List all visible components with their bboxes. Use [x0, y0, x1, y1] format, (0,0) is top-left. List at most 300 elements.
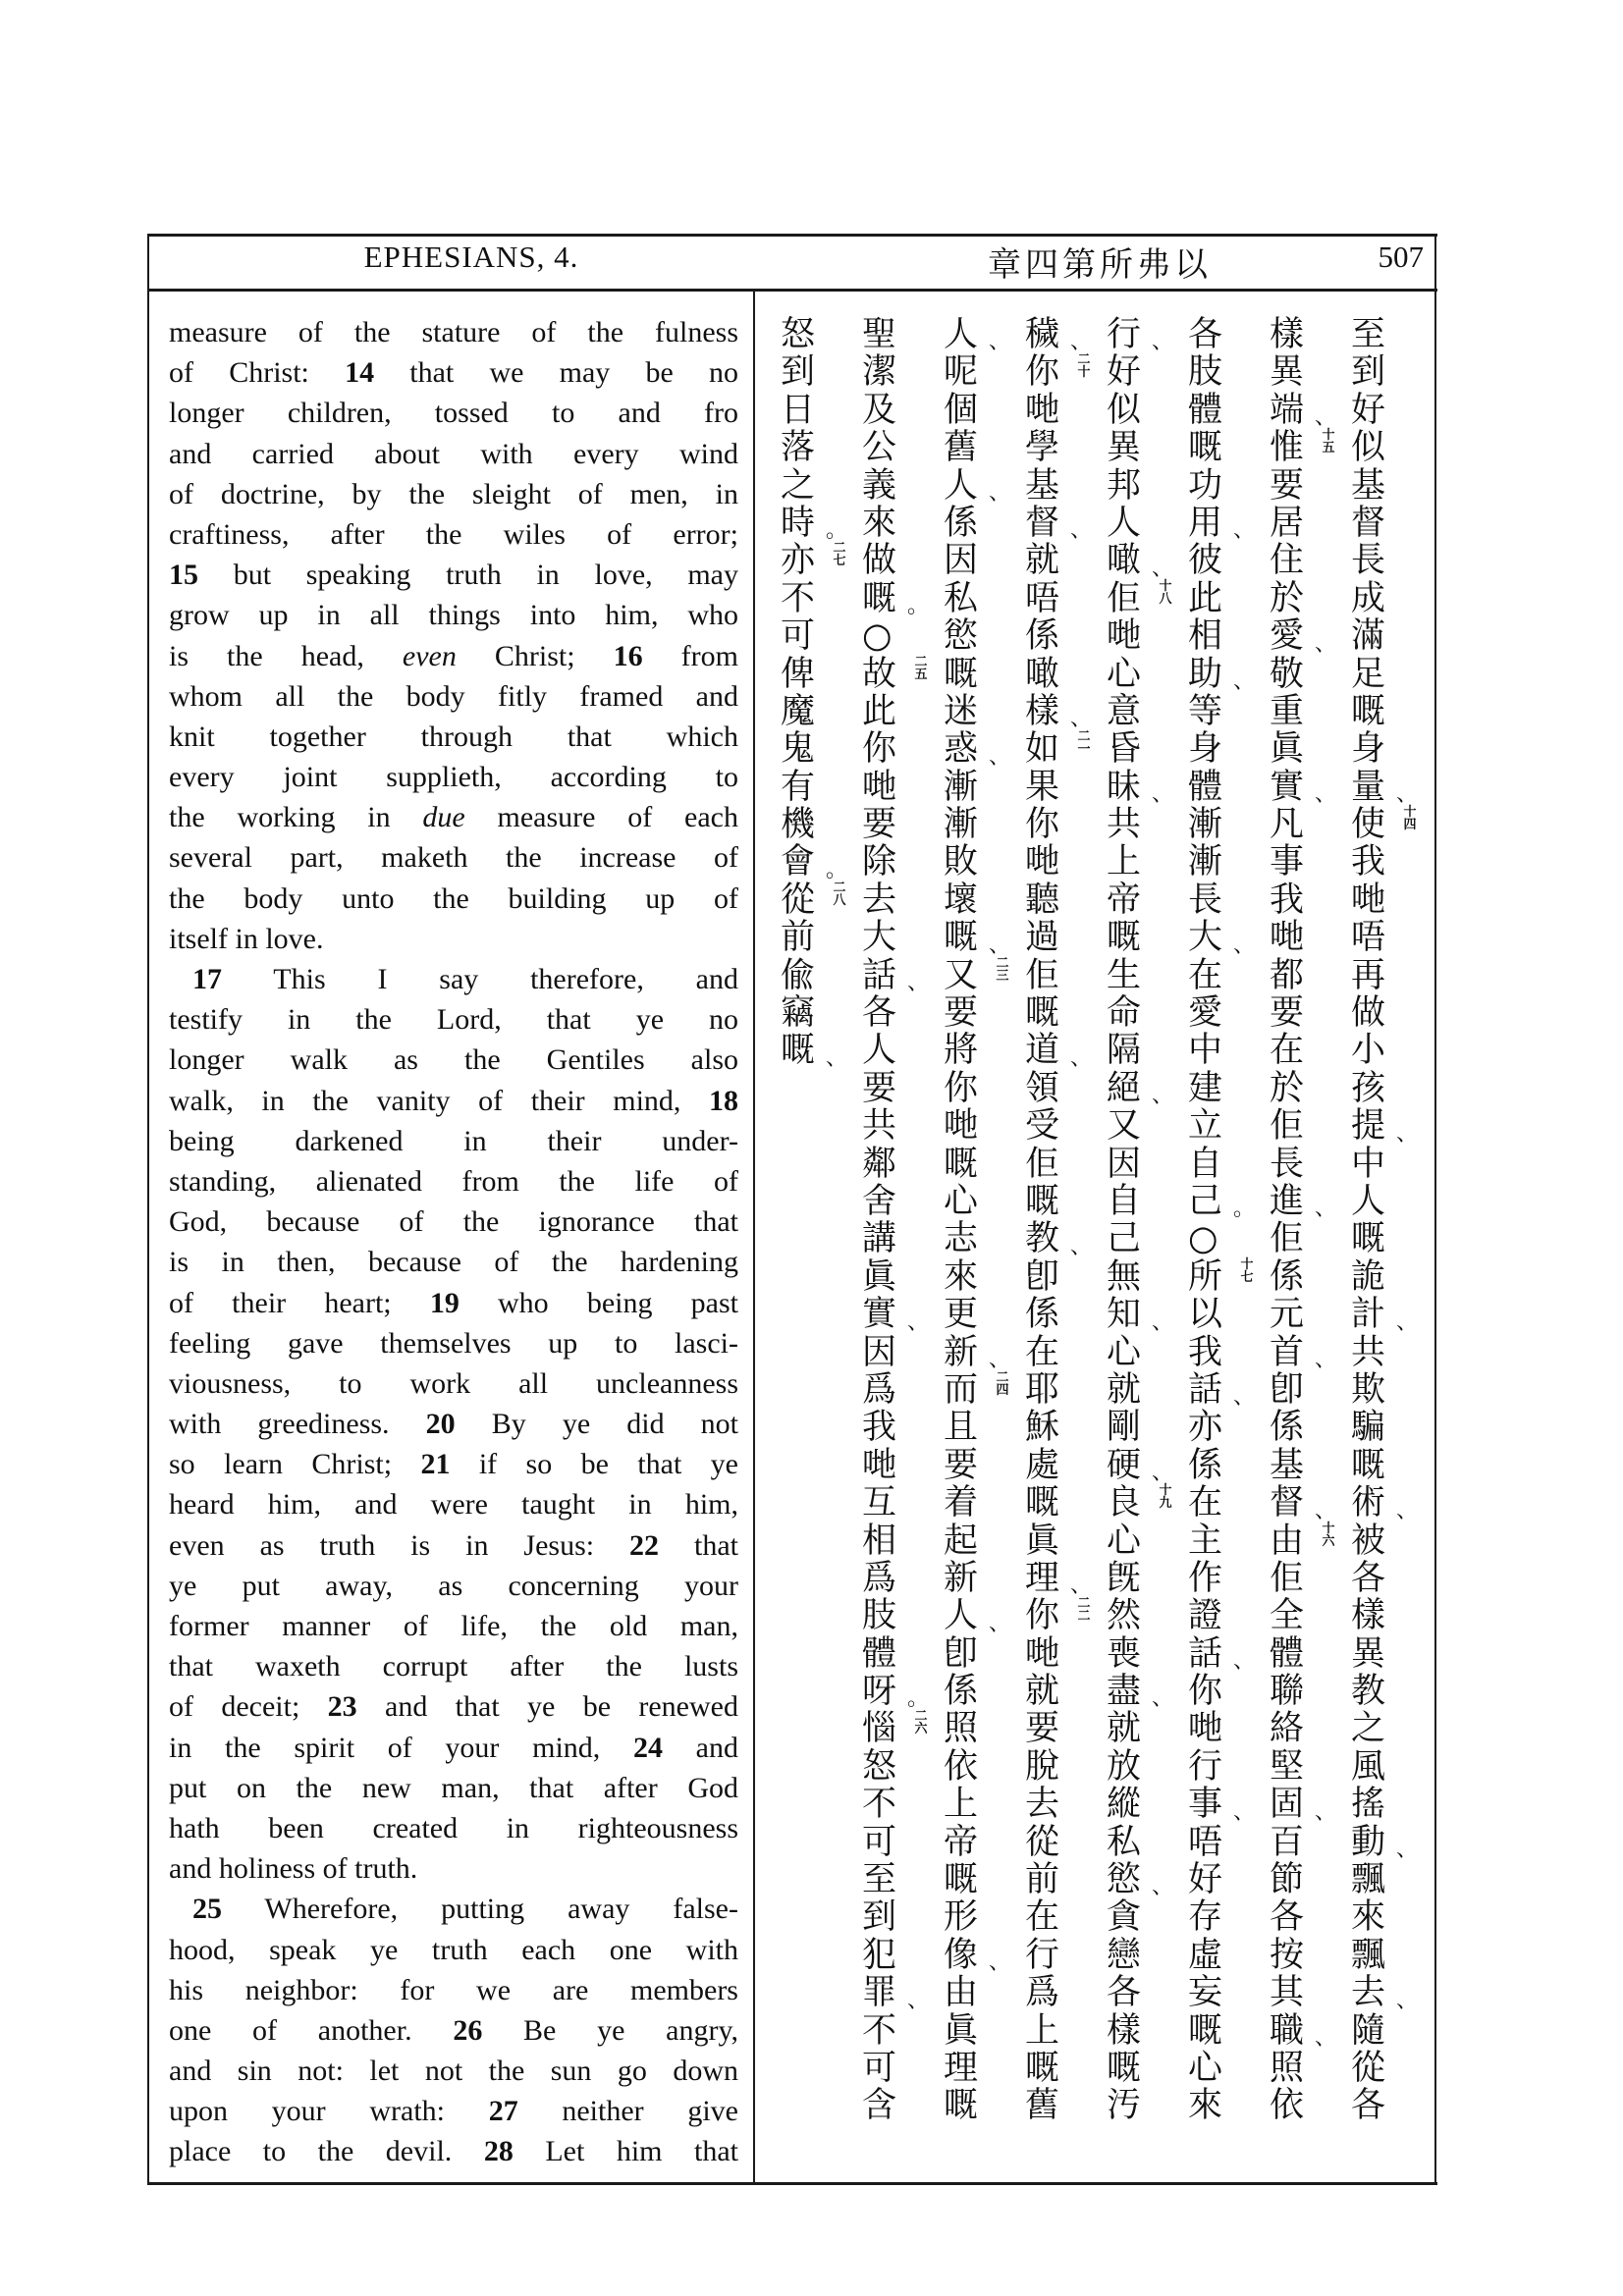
chinese-character: 犯 — [862, 1935, 897, 1975]
chinese-character: 邦 — [1107, 465, 1142, 506]
chinese-character: 我 — [862, 1408, 897, 1448]
text-line — [169, 1201, 738, 1242]
verse-number: 28 — [483, 2135, 514, 2168]
text-run: of deceit; — [169, 1690, 328, 1724]
text-run: the working in — [169, 801, 423, 834]
text-run: his neighbor: for we are members — [169, 1973, 738, 2006]
chinese-character: 從 二八 — [781, 880, 846, 920]
text-run: that we may be no — [374, 356, 738, 390]
text-line — [169, 474, 738, 514]
chinese-character: 有 — [781, 767, 816, 807]
chinese-character: 存 — [1188, 1897, 1223, 1938]
chinese-character: 於 — [1270, 1068, 1305, 1108]
chinese-character: 講 — [862, 1219, 897, 1259]
chinese-character: 基 — [1025, 465, 1060, 506]
chinese-character: 被 — [1351, 1521, 1386, 1561]
text-line — [169, 1081, 738, 1121]
chinese-character: 慾 、 — [1107, 1860, 1174, 1900]
verse-number: 20 — [425, 1408, 456, 1441]
chinese-character: 穢 、 — [1025, 315, 1093, 355]
chinese-character: 硬 、 — [1107, 1445, 1174, 1486]
chinese-character: 漸 — [944, 767, 979, 807]
chinese-character: 體 — [1270, 1633, 1305, 1674]
chinese-character: 所 十七 — [1188, 1256, 1254, 1297]
text-run: ye put away, as concerning your — [169, 1569, 738, 1602]
chinese-character: 孩 — [1351, 1068, 1386, 1108]
chinese-character: 隔 — [1107, 1031, 1142, 1071]
chinese-character: 作 — [1188, 1558, 1223, 1598]
chinese-character: 私 — [944, 578, 979, 618]
chinese-character: 新 、 — [944, 1332, 1011, 1372]
chinese-character: 嘅 — [1025, 1181, 1060, 1221]
chinese-character: 從 — [1025, 1822, 1060, 1862]
chinese-character: 長 — [1188, 880, 1223, 920]
chinese-character: 眞 — [862, 1256, 897, 1297]
chinese-character: 教 、 — [1025, 1219, 1093, 1259]
chinese-character: 哋 — [1107, 616, 1142, 657]
chinese-character: 足 — [1351, 654, 1386, 694]
verse-number: 17 — [192, 963, 222, 995]
verse-number: 十五 — [1322, 428, 1335, 456]
punctuation-mark: 、 — [1233, 933, 1256, 958]
text-run: testify in the Lord, that ye no — [169, 1003, 738, 1037]
punctuation-mark: 、 — [1152, 1875, 1174, 1900]
text-line — [169, 837, 738, 878]
text-line — [169, 434, 738, 474]
text-run: whom all the body fitly framed and — [169, 679, 738, 713]
text-line — [169, 999, 738, 1040]
chinese-character: 心 — [1107, 1521, 1142, 1561]
text-run: measure of the stature of the fulness — [169, 316, 738, 348]
chinese-character: 使 十四 — [1351, 805, 1417, 845]
text-line — [169, 1161, 738, 1201]
running-head-english: EPHESIANS, 4. — [363, 240, 579, 274]
punctuation-mark: 、 — [989, 1347, 1011, 1372]
punctuation-mark: 、 — [1233, 1799, 1256, 1825]
chinese-character: 飄 — [1351, 1935, 1386, 1975]
chinese-character: 至 — [862, 1860, 897, 1900]
text-run: who being past — [459, 1286, 738, 1319]
chinese-character: 各 — [862, 993, 897, 1034]
chinese-character: 在 — [1188, 955, 1223, 995]
text-run: longer children, tossed to and fro — [169, 397, 738, 430]
chinese-character: 嘅 — [944, 1144, 979, 1184]
text-line — [169, 1404, 738, 1444]
chinese-character: 及 — [862, 390, 897, 430]
chinese-column — [850, 316, 932, 2125]
text-run: with greediness. — [169, 1408, 426, 1441]
chinese-character: 不 — [862, 1785, 897, 1825]
chinese-character: 相 — [1188, 616, 1223, 657]
chinese-character: 你 二二 — [1025, 1596, 1091, 1636]
chinese-character: 漸 — [944, 805, 979, 845]
chinese-character: 功 — [1188, 465, 1223, 506]
chinese-column — [1339, 316, 1421, 2125]
text-line — [169, 919, 738, 959]
chinese-character: 督 、 — [1025, 503, 1093, 544]
chinese-character: 再 — [1351, 955, 1386, 995]
chinese-character: 因 — [944, 541, 979, 581]
chinese-column — [1258, 316, 1339, 2125]
chinese-character: 佢 — [1270, 1219, 1305, 1259]
chinese-character: 量 、 — [1351, 767, 1419, 808]
text-run: Be ye angry, — [482, 2013, 738, 2047]
chinese-character: 嘅 — [1025, 1483, 1060, 1523]
chinese-character: 在 — [1270, 1031, 1305, 1071]
chinese-character: 似 — [1107, 390, 1142, 430]
chinese-character: 爲 — [862, 1558, 897, 1598]
chinese-character: 行 — [1025, 1935, 1060, 1975]
text-run: Wherefore, putting away false- — [222, 1893, 738, 1926]
chinese-character: 生 — [1107, 955, 1142, 995]
chinese-character: 嘅 — [1025, 2048, 1060, 2088]
text-run: but speaking truth in love, may — [198, 559, 738, 592]
punctuation-mark: 、 — [1396, 1988, 1419, 2013]
punctuation-mark: 、 — [1315, 1498, 1337, 1523]
chinese-character: 惟 十五 — [1270, 428, 1335, 468]
chinese-character: 像 、 — [944, 1935, 1011, 1976]
text-line — [169, 1040, 738, 1080]
text-run: that waxeth corrupt after the lusts — [169, 1650, 738, 1683]
chinese-character: 絡 — [1270, 1709, 1305, 1749]
chinese-character: 你 — [862, 729, 897, 770]
text-line — [169, 1484, 738, 1524]
chinese-character: 隨 — [1351, 2010, 1386, 2051]
chinese-character: 惱 二六 — [862, 1709, 928, 1749]
chinese-character: 話 、 — [862, 955, 930, 996]
chinese-character: 好 — [1188, 1860, 1223, 1900]
chinese-character: 做 — [862, 541, 897, 581]
chinese-character: 新 — [944, 1558, 979, 1598]
text-run: place to the devil. — [169, 2135, 484, 2168]
chinese-character: 要 — [1025, 1709, 1060, 1749]
chinese-character: 怒 — [862, 1746, 897, 1787]
chinese-character: 形 — [944, 1897, 979, 1938]
chinese-character: 喪 — [1107, 1633, 1142, 1674]
chinese-character: 異 — [1351, 1633, 1386, 1674]
chinese-character: 義 — [862, 465, 897, 506]
text-run: viousness, to work all uncleanness — [169, 1366, 738, 1400]
text-run: if so be that ye — [450, 1448, 738, 1481]
chinese-character: 知 、 — [1107, 1295, 1174, 1335]
chinese-character: 小 — [1351, 1031, 1386, 1071]
chinese-character: 依 — [1270, 2086, 1305, 2126]
chinese-character: 心 — [944, 1181, 979, 1221]
chinese-character: 你 — [1025, 805, 1060, 845]
chinese-character: 聽 — [1025, 880, 1060, 920]
chinese-character: 潔 — [862, 352, 897, 393]
chinese-column — [769, 316, 850, 1070]
italic-word: due — [422, 801, 465, 834]
chinese-character: 去 — [862, 880, 897, 920]
chinese-character: 風 — [1351, 1746, 1386, 1787]
chinese-character: 卽 — [944, 1633, 979, 1674]
chinese-character: 理 — [944, 2048, 979, 2088]
chinese-character: 眞 — [1270, 729, 1305, 770]
verse-number: 二七 — [833, 541, 846, 569]
text-run: even as truth is in Jesus: — [169, 1528, 630, 1562]
chinese-character: 要 — [862, 805, 897, 845]
chinese-character: 就 — [1107, 1369, 1142, 1410]
chinese-character: 哋 — [1188, 1709, 1223, 1749]
chinese-character: 身 — [1351, 729, 1386, 770]
text-line — [169, 595, 738, 635]
text-run: one of another. — [169, 2013, 454, 2047]
text-line — [169, 1686, 738, 1727]
verse-number: 十八 — [1159, 578, 1172, 607]
chinese-character: 故 二五 — [862, 654, 928, 694]
chinese-character: 係 — [1270, 1256, 1305, 1297]
chinese-character: 肢 — [862, 1596, 897, 1636]
chinese-character: 佢 — [1025, 1144, 1060, 1184]
frame-right-rule — [1434, 234, 1436, 2185]
italic-word: even — [402, 639, 457, 672]
chinese-character: 心 — [1188, 2048, 1223, 2088]
text-line — [169, 879, 738, 919]
text-line — [169, 1646, 738, 1686]
punctuation-mark: 、 — [989, 933, 1011, 958]
verse-number: 21 — [420, 1448, 451, 1481]
chinese-character: 係 — [1025, 1295, 1060, 1335]
chinese-character: 來 — [1188, 2086, 1223, 2126]
chinese-character: 之 — [781, 465, 816, 506]
chinese-character: 佢 — [1025, 955, 1060, 995]
verse-number: 二五 — [914, 654, 928, 682]
text-run: Let him that — [513, 2135, 738, 2168]
punctuation-mark: 、 — [989, 330, 1011, 355]
chinese-character: 我 — [1270, 880, 1305, 920]
punctuation-mark: 、 — [1233, 668, 1256, 694]
text-line — [169, 1283, 738, 1323]
text-run: is the head, — [169, 639, 403, 672]
text-line — [169, 2010, 738, 2051]
chinese-character: 如 二一 — [1025, 729, 1091, 770]
verse-number: 14 — [345, 356, 375, 390]
chinese-character: 然 — [1107, 1596, 1142, 1636]
text-run: standing, alienated from the life of — [169, 1164, 738, 1198]
chinese-character: 共 — [1351, 1332, 1386, 1372]
text-run: from — [642, 639, 738, 672]
verse-number: 19 — [429, 1286, 460, 1319]
chinese-character: 進 、 — [1270, 1181, 1337, 1222]
punctuation-mark: 、 — [1070, 518, 1093, 544]
punctuation-mark: 、 — [1152, 1309, 1174, 1335]
chinese-character: 係 — [1025, 616, 1060, 657]
text-run: of Christ: — [169, 356, 346, 390]
chinese-character: 貪 — [1107, 1897, 1142, 1938]
chinese-character: 各 — [1270, 1897, 1305, 1938]
chinese-character: 果 — [1025, 767, 1060, 807]
chinese-character: 惑 、 — [944, 729, 1011, 770]
chinese-character: 嘅 。 — [862, 578, 930, 619]
chinese-character: 此 — [862, 691, 897, 731]
chinese-character: 督 — [1351, 503, 1386, 543]
punctuation-mark: 、 — [1396, 1309, 1419, 1335]
chinese-character: 體 — [862, 1633, 897, 1674]
verse-number: 二八 — [833, 880, 846, 908]
punctuation-mark: 、 — [1233, 1385, 1256, 1411]
chinese-character: 鄰 — [862, 1144, 897, 1184]
chinese-character: 嘅 — [1351, 691, 1386, 731]
chinese-character: 基 — [1351, 465, 1386, 506]
chinese-character: 哋 — [1351, 880, 1386, 920]
chinese-character: 剛 — [1107, 1408, 1142, 1448]
text-line — [169, 1808, 738, 1848]
text-run: Christ; — [456, 639, 614, 672]
text-run: grow up in all things into him, who — [169, 599, 738, 632]
text-run: that — [659, 1528, 738, 1562]
chinese-character: 壞 — [944, 880, 979, 920]
chinese-character: 良 十九 — [1107, 1483, 1172, 1523]
chinese-character: 行 — [1188, 1746, 1223, 1787]
chinese-character: 又 — [1107, 1106, 1142, 1147]
chinese-character: 由 — [944, 1973, 979, 2013]
verse-number: 25 — [192, 1893, 222, 1926]
chinese-character: 上 — [1025, 2010, 1060, 2051]
text-run: By ye did not — [455, 1408, 738, 1441]
chinese-column — [932, 316, 1013, 2125]
chinese-column — [1095, 316, 1176, 2125]
verse-number: 27 — [488, 2095, 518, 2128]
chinese-character: 放 — [1107, 1746, 1142, 1787]
text-run: hath been created in righteousness — [169, 1811, 738, 1844]
chinese-character: 魔 — [781, 691, 816, 731]
chinese-character: 來 — [944, 1256, 979, 1297]
chinese-character: 自 — [1107, 1181, 1142, 1221]
chinese-character: 又 二三 — [944, 955, 1009, 995]
chinese-character: 人 、 — [944, 465, 1011, 506]
text-run: craftiness, after the wiles of error; — [169, 517, 738, 551]
chinese-character: 佢 十八 — [1107, 578, 1172, 618]
chinese-character: 因 — [1107, 1144, 1142, 1184]
verse-number: 二三 — [996, 955, 1009, 984]
chinese-character: 哋 — [1025, 390, 1060, 430]
chinese-character: 長 — [1351, 541, 1386, 581]
text-line — [169, 636, 738, 676]
chinese-character: 虛 — [1188, 1935, 1223, 1975]
text-line — [169, 352, 738, 393]
chinese-character: 心 — [1107, 654, 1142, 694]
chinese-character: 提 、 — [1351, 1106, 1419, 1147]
chinese-character: 照 — [944, 1709, 979, 1749]
chinese-character: 立 — [1188, 1106, 1223, 1147]
chinese-character: 要 — [862, 1068, 897, 1108]
chinese-character: 脫 — [1025, 1746, 1060, 1787]
chinese-character: 除 — [862, 842, 897, 882]
chinese-character: 上 — [1107, 842, 1142, 882]
chinese-character: 鬼 — [781, 729, 816, 770]
punctuation-mark: 、 — [1233, 1649, 1256, 1675]
chinese-character: 證 — [1188, 1596, 1223, 1636]
chinese-character: 按 — [1270, 1935, 1305, 1975]
text-run: and sin not: let not the sun go down — [169, 2055, 738, 2088]
chinese-character: 話 、 — [1188, 1369, 1256, 1411]
page-number: 507 — [1378, 240, 1424, 274]
chinese-character: 前 — [781, 918, 816, 958]
chinese-character: 且 — [944, 1408, 979, 1448]
chinese-character: 體 — [1188, 767, 1223, 807]
chinese-character: 可 — [781, 616, 816, 657]
chinese-character: 嘅 — [944, 1860, 979, 1900]
text-run: God, because of the ignorance that — [169, 1205, 738, 1239]
verse-number: 十七 — [1240, 1256, 1254, 1285]
chinese-character: 以 — [1188, 1295, 1223, 1335]
chinese-character: 聯 — [1270, 1672, 1305, 1712]
chinese-character: 都 — [1270, 955, 1305, 995]
punctuation-mark: 、 — [1152, 556, 1174, 581]
chinese-character: 相 — [862, 1521, 897, 1561]
chinese-character: 眞 — [1025, 1521, 1060, 1561]
text-line — [169, 1848, 738, 1889]
text-run: put on the new man, that after God — [169, 1771, 738, 1804]
chinese-character: 就 — [1025, 1672, 1060, 1712]
chinese-character: 首 、 — [1270, 1332, 1337, 1372]
punctuation-mark: 、 — [1152, 330, 1174, 355]
chinese-character: 彼 — [1188, 541, 1223, 581]
chinese-character: 學 — [1025, 428, 1060, 468]
chinese-character: 去 、 — [1351, 1973, 1419, 2013]
punctuation-mark: 。 — [826, 518, 848, 544]
chinese-character: 偸 — [781, 955, 816, 995]
frame-bottom-rule — [147, 2182, 1437, 2185]
chinese-character: 更 — [944, 1295, 979, 1335]
verse-number: 16 — [613, 639, 643, 672]
punctuation-mark: 、 — [1315, 631, 1337, 657]
chinese-character: 騙 — [1351, 1408, 1386, 1448]
chinese-character: 中 — [1351, 1144, 1386, 1184]
running-head-chinese: 章四第所弗以 — [988, 245, 1212, 285]
chinese-character: 樣 、 — [1025, 691, 1093, 732]
chinese-character: 而 二四 — [944, 1369, 1009, 1410]
chinese-character: 端 、 — [1270, 390, 1337, 431]
chinese-character: 公 — [862, 428, 897, 468]
chinese-character: 絕 、 — [1107, 1068, 1174, 1109]
chinese-character: 眞 — [944, 2010, 979, 2051]
chinese-character: 哋 — [862, 1445, 897, 1485]
chinese-character: 其 — [1270, 1973, 1305, 2013]
chinese-character: 全 — [1270, 1596, 1305, 1636]
text-run: longer walk as the Gentiles also — [169, 1043, 738, 1077]
chinese-character: 含 — [862, 2086, 897, 2126]
chinese-character: 可 — [862, 1822, 897, 1862]
chinese-character: 你 二十 — [1025, 352, 1091, 393]
chinese-character: 不 — [781, 578, 816, 618]
chinese-character: 自 — [1188, 1144, 1223, 1184]
punctuation-mark: 、 — [989, 1611, 1011, 1636]
chinese-character: 迷 — [944, 691, 979, 731]
verse-number: 26 — [453, 2013, 483, 2047]
text-run: and carried about with every wind — [169, 437, 738, 470]
chinese-character: 之 — [1351, 1709, 1386, 1749]
chinese-character: 過 — [1025, 918, 1060, 958]
chinese-character: 凡 — [1270, 805, 1305, 845]
text-line — [169, 393, 738, 433]
chinese-character: 教 — [1351, 1672, 1386, 1712]
chinese-character: 呢 — [944, 352, 979, 393]
text-line — [169, 1970, 738, 2010]
chinese-character: 會 。 — [781, 842, 848, 882]
chinese-character: 漸 — [1188, 842, 1223, 882]
chinese-character: 互 — [862, 1483, 897, 1523]
chinese-character: 俾 — [781, 654, 816, 694]
chinese-character: 嘅 、 — [781, 1031, 848, 1071]
chinese-character: 帝 — [944, 1822, 979, 1862]
chinese-character: 堅 — [1270, 1746, 1305, 1787]
chinese-character: 依 — [944, 1746, 979, 1787]
chinese-character: 大 、 — [1188, 918, 1256, 958]
text-run: knit together through that which — [169, 720, 738, 753]
chinese-character: 人 — [1351, 1181, 1386, 1221]
